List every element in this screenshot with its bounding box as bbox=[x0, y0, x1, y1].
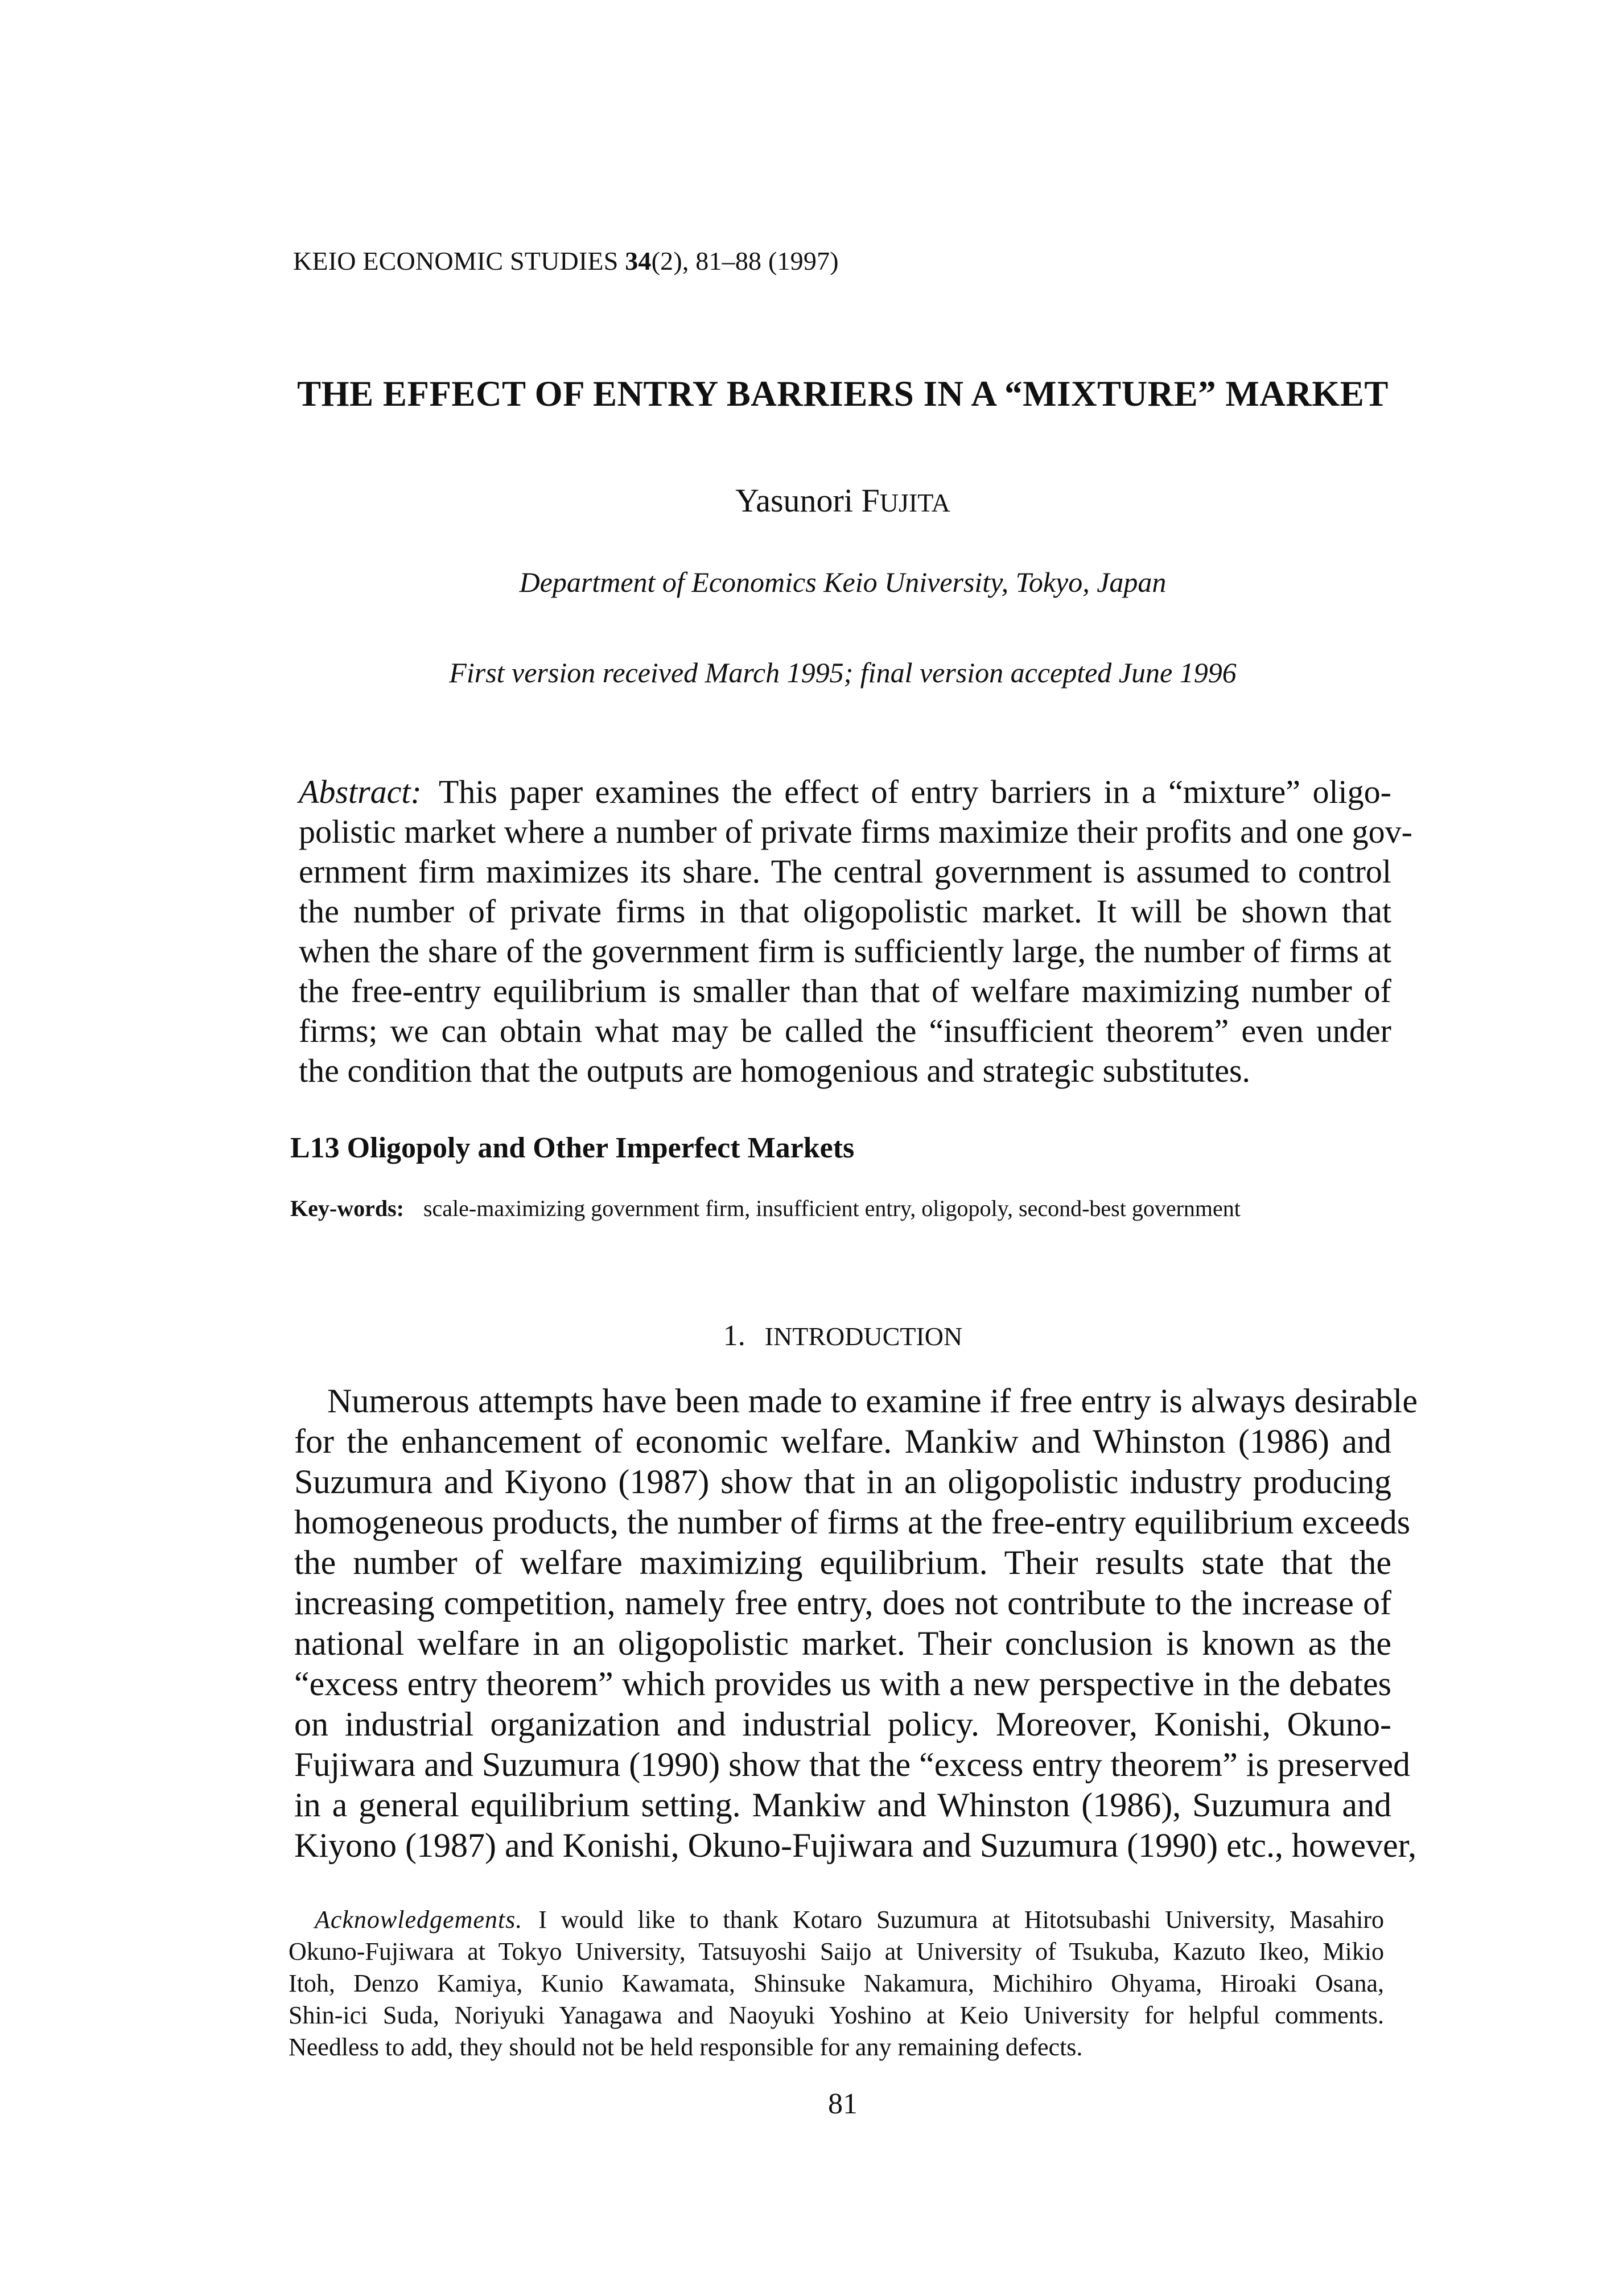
author-given-name: Yasunori bbox=[735, 482, 862, 519]
footnote-line: Shin-ici Suda, Noriyuki Yanagawa and Naoyuki Yoshino at Keio University for helpful comments. bbox=[289, 2001, 1384, 2029]
body-line: national welfare in an oligopolistic market. Their conclusion is known as the bbox=[294, 1625, 1391, 1662]
author-name bbox=[0, 481, 1623, 520]
footnote-line: Needless to add, they should not be held responsible for any remaining defects. bbox=[289, 2033, 1083, 2061]
body-line: the number of welfare maximizing equilibrium. Their results state that the bbox=[294, 1544, 1391, 1581]
body-line: Kiyono (1987) and Konishi, Okuno-Fujiwara and Suzumura (1990) etc., however, bbox=[294, 1827, 1417, 1864]
body-line: “excess entry theorem” which provides us with a new perspective in the debates bbox=[294, 1665, 1391, 1703]
body-line: for the enhancement of economic welfare. Mankiw and Whinston (1986) and bbox=[294, 1423, 1391, 1460]
journal-citation bbox=[293, 246, 839, 276]
author-family-initial: F bbox=[861, 482, 880, 519]
keywords bbox=[290, 1195, 1241, 1222]
abstract-line: polistic market where a number of private firms maximize their profits and one gov- bbox=[299, 813, 1412, 850]
keywords-text: scale-maximizing government firm, insufficient entry, oligopoly, second-best government bbox=[423, 1196, 1241, 1221]
footnote-label: Acknowledgements. bbox=[315, 1906, 523, 1934]
author-family-rest: UJITA bbox=[879, 488, 950, 517]
footnote-line bbox=[289, 1905, 1384, 1934]
footnote-line: Itoh, Denzo Kamiya, Kunio Kawamata, Shinsuke Nakamura, Michihiro Ohyama, Hiroaki Osana, bbox=[289, 1969, 1384, 1997]
abstract-line: the number of private firms in that oligopolistic market. It will be shown that bbox=[299, 893, 1391, 930]
footnote-line-text: I would like to thank Kotaro Suzumura at Hitotsubashi University, Masahiro bbox=[538, 1906, 1384, 1934]
body-line: in a general equilibrium setting. Mankiw and Whinston (1986), Suzumura and bbox=[294, 1786, 1391, 1824]
journal-volume: 34 bbox=[625, 246, 652, 275]
abstract-line: when the share of the government firm is sufficiently large, the number of firms at bbox=[299, 933, 1391, 970]
abstract-line: ernment firm maximizes its share. The central government is assumed to control bbox=[299, 853, 1391, 890]
author-affiliation: Department of Economics Keio University, Tokyo, Japan bbox=[519, 566, 1167, 598]
abstract-line bbox=[299, 773, 1391, 811]
body-line: on industrial organization and industrial policy. Moreover, Konishi, Okuno- bbox=[294, 1705, 1391, 1743]
paper-title: THE EFFECT OF ENTRY BARRIERS IN A “MIXTURE” MARKET bbox=[297, 374, 1389, 414]
section-heading bbox=[0, 1319, 1623, 1353]
journal-issue-pages-year: (2), 81–88 (1997) bbox=[651, 246, 839, 275]
abstract-line: the free-entry equilibrium is smaller than that of welfare maximizing number of bbox=[299, 972, 1391, 1009]
jel-classification: L13 Oligopoly and Other Imperfect Markets bbox=[290, 1132, 855, 1164]
footnote-line: Okuno-Fujiwara at Tokyo University, Tatsuyoshi Saijo at University of Tsukuba, Kazuto Ikeo, Mikio bbox=[289, 1938, 1384, 1965]
section-title: INTRODUCTION bbox=[764, 1322, 963, 1351]
submission-history: First version received March 1995; final version accepted June 1996 bbox=[449, 657, 1237, 689]
body-line: homogeneous products, the number of firms at the free-entry equilibrium exceeds bbox=[294, 1503, 1411, 1541]
page-number: 81 bbox=[828, 2088, 858, 2120]
body-line: Numerous attempts have been made to examine if free entry is always desirable bbox=[327, 1382, 1418, 1420]
body-line: increasing competition, namely free entry, does not contribute to the increase of bbox=[294, 1584, 1391, 1622]
abstract-line-text: This paper examines the effect of entry barriers in a “mixture” oligo- bbox=[438, 773, 1391, 810]
body-line: Fujiwara and Suzumura (1990) show that the “excess entry theorem” is preserved bbox=[294, 1746, 1411, 1783]
abstract-label: Abstract: bbox=[299, 773, 422, 810]
journal-name: KEIO ECONOMIC STUDIES bbox=[293, 246, 625, 275]
abstract-line: firms; we can obtain what may be called the “insufficient theorem” even under bbox=[299, 1012, 1391, 1049]
abstract-line: the condition that the outputs are homogenious and strategic substitutes. bbox=[299, 1052, 1251, 1089]
keywords-label: Key-words: bbox=[290, 1196, 404, 1221]
body-line: Suzumura and Kiyono (1987) show that in an oligopolistic industry producing bbox=[294, 1463, 1391, 1501]
section-number: 1. bbox=[723, 1320, 745, 1352]
